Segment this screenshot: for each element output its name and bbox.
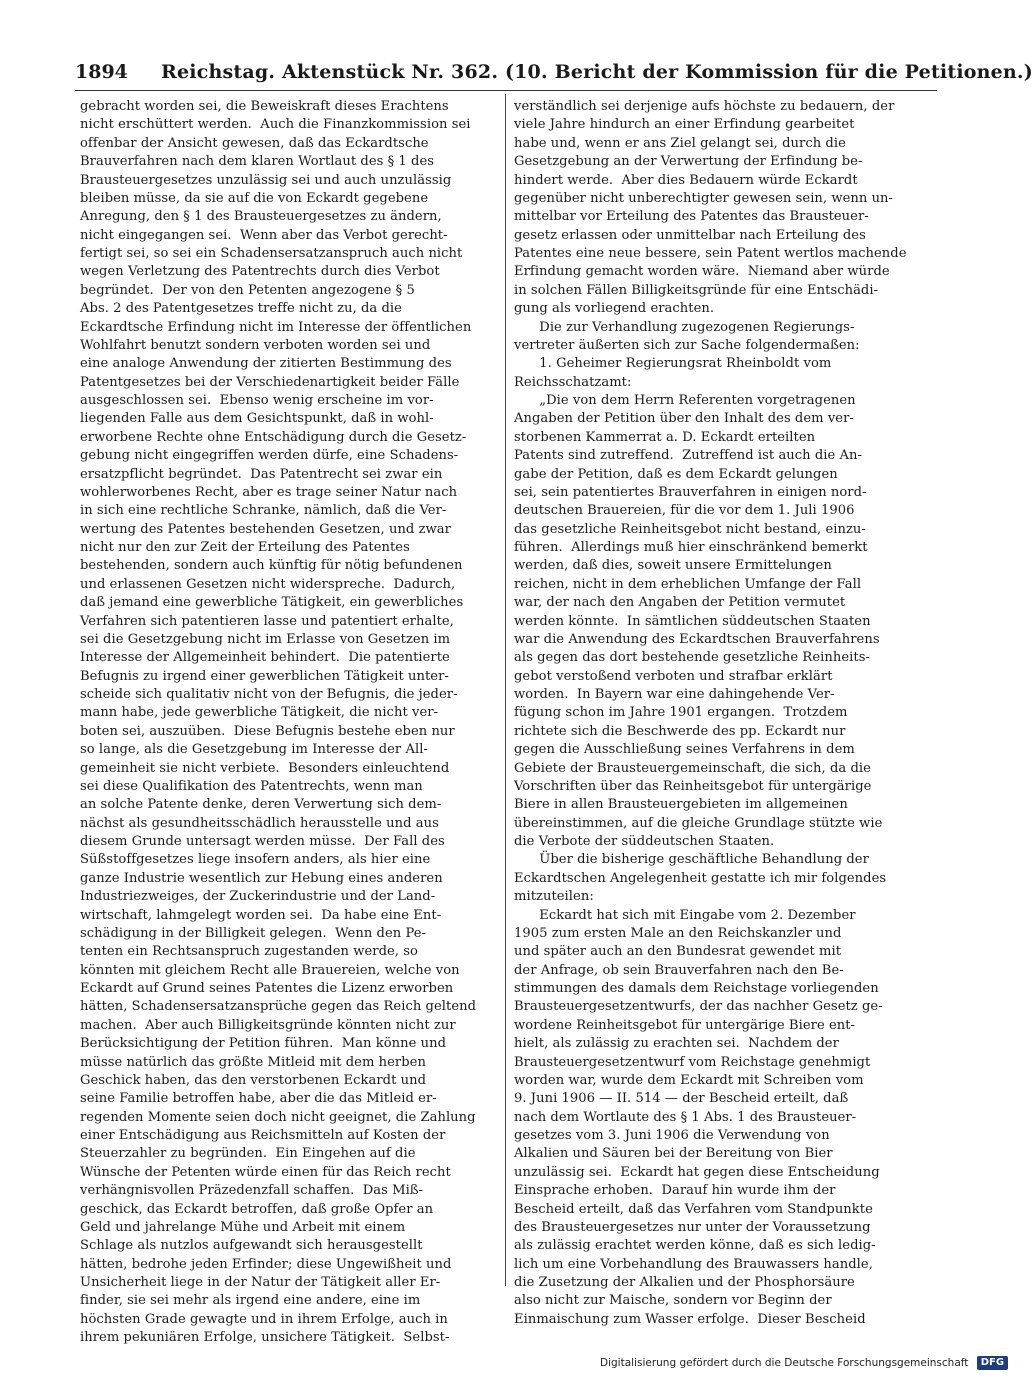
text-line: Die zur Verhandlung zugezogenen Regierungs- xyxy=(514,319,855,335)
text-line: Brausteuergesetzentwurf vom Reichstage genehmigt xyxy=(514,1054,871,1070)
text-line: ihrem pekuniären Erfolge, unsichere Tätigkeit. Selbst- xyxy=(80,1330,450,1346)
text-line: verhängnisvollen Präzedenzfall schaffen. Das Miß- xyxy=(80,1183,424,1199)
text-line: Steuerzahler zu begründen. Ein Eingehen auf die xyxy=(80,1146,416,1162)
text-line: Patents sind zutreffend. Zutreffend ist auch die An- xyxy=(514,448,863,464)
text-line: nicht erschüttert werden. Auch die Finanzkommission sei xyxy=(80,117,471,133)
text-line: Geschick haben, das den verstorbenen Eckardt und xyxy=(80,1072,427,1088)
text-line: Angaben der Petition über den Inhalt des dem ver- xyxy=(514,411,854,427)
text-line: tenten ein Rechtsanspruch zugestanden werde, so xyxy=(80,944,418,960)
text-line: einer Entschädigung aus Reichsmitteln auf Kosten der xyxy=(80,1128,446,1143)
text-line: Industriezweiges, der Zuckerindustrie und der Land- xyxy=(80,889,436,905)
text-line: könnten mit gleichem Recht alle Brauereien, welche von xyxy=(80,962,460,978)
text-line: sei diese Qualifikation des Patentrechts, wenn man xyxy=(80,778,423,794)
text-line: Interesse der Allgemeinheit behindert. Die patentierte xyxy=(80,650,450,666)
text-line: Berücksichtigung der Petition führen. Man könne und xyxy=(80,1036,447,1052)
text-line: Süßstoffgesetzes liege insofern anders, als hier eine xyxy=(80,852,431,868)
text-line: geschick, das Eckardt betroffen, daß große Opfer an xyxy=(80,1201,434,1217)
text-line: Eckardtschen Angelegenheit gestatte ich mir folgendes xyxy=(514,870,887,886)
text-line: werden, daß dies, soweit unsere Ermittelungen xyxy=(514,558,832,574)
text-line: Eckardt hat sich mit Eingabe vom 2. Dezember xyxy=(514,907,856,923)
text-line: stimmungen des damals dem Reichstage vorliegenden xyxy=(514,981,879,996)
text-line: gemeinheit sie nicht verbiete. Besonders einleuchtend xyxy=(80,760,450,776)
running-title: Reichstag. Aktenstück Nr. 362. (10. Bericht der Kommission für die Petitionen.) xyxy=(161,61,1033,83)
text-line: Befugnis zu irgend einer gewerblichen Tätigkeit unter- xyxy=(80,668,449,684)
text-line: gebracht worden sei, die Beweiskraft dieses Erachtens xyxy=(80,99,449,114)
footer xyxy=(600,1356,1008,1370)
text-line: gabe der Petition, daß es dem Eckardt gelungen xyxy=(514,466,838,482)
text-line: gegen die Ausschließung seines Verfahrens in dem xyxy=(514,742,855,758)
text-line: Über die bisherige geschäftliche Behandlung der xyxy=(514,852,869,868)
text-line: daß jemand eine gewerbliche Tätigkeit, ein gewerbliches xyxy=(80,595,464,611)
text-line: werden könnte. In sämtlichen süddeutschen Staaten xyxy=(514,613,871,629)
text-line: höchsten Grade gewagte und in ihrem Erfolge, auch in xyxy=(80,1311,448,1327)
text-line: wegen Verletzung des Patentrechts durch dies Verbot xyxy=(80,264,440,280)
text-line: Patentgesetzes bei der Verschiedenartigkeit beider Fälle xyxy=(80,374,460,390)
text-line: in solchen Fällen Billigkeitsgründe für eine Entschädi- xyxy=(514,282,879,298)
text-line: wordene Reinheitsgebot für untergärige Biere ent- xyxy=(514,1017,856,1033)
text-line: Reichsschatzamt: xyxy=(514,374,632,390)
text-line: hätten, Schadensersatzansprüche gegen das Reich geltend xyxy=(80,999,477,1015)
footer-credit: Digitalisierung gefördert durch die Deutsche Forschungsgemeinschaft xyxy=(600,1357,969,1369)
text-line: Schlage als nutzlos aufgewandt sich herausgestellt xyxy=(80,1238,423,1254)
text-line: die Verbote der süddeutschen Staaten. xyxy=(514,834,775,849)
text-line: wirtschaft, lahmgelegt worden sei. Da habe eine Ent- xyxy=(80,907,442,923)
text-line: fügung schon im Jahre 1901 ergangen. Trotzdem xyxy=(514,705,848,721)
text-line: habe und, wenn er ans Ziel gelangt sei, durch die xyxy=(514,135,846,151)
text-line: Gesetzgebung an der Verwertung der Erfindung be- xyxy=(514,154,863,170)
text-line: viele Jahre hindurch an einer Erfindung gearbeitet xyxy=(514,117,855,133)
text-line: hindert werde. Aber dies Bedauern würde Eckardt xyxy=(514,172,858,188)
text-line: war, der nach den Angaben der Petition vermutet xyxy=(514,595,846,611)
text-line: erworbene Rechte ohne Entschädigung durch die Gesetz- xyxy=(80,429,467,445)
text-line: übereinstimmen, auf die gleiche Grundlage stützte wie xyxy=(514,815,883,831)
text-line: sei die Gesetzgebung nicht im Erlasse von Gesetzen im xyxy=(80,631,451,647)
text-line: der Anfrage, ob sein Brauverfahren nach den Be- xyxy=(514,962,844,978)
text-line: Anregung, den § 1 des Brausteuergesetzes zu ändern, xyxy=(80,209,442,225)
text-line: Eckardtsche Erfindung nicht im Interesse der öffentlichen xyxy=(80,319,472,335)
text-line: 9. Juni 1906 — II. 514 — der Bescheid erteilt, daß xyxy=(514,1091,849,1107)
text-line: scheide sich qualitativ nicht von der Befugnis, die jeder- xyxy=(80,687,458,702)
text-line: hätten, bedrohe jeden Erfinder; diese Ungewißheit und xyxy=(80,1256,452,1272)
text-line: bestehenden, sondern auch künftig für nötig befundenen xyxy=(80,558,463,574)
text-line: Bescheid erteilt, daß das Verfahren vom Standpunkte xyxy=(514,1201,873,1217)
text-line: begründet. Der von den Petenten angezogene § 5 xyxy=(80,282,415,298)
text-line: gesetzes vom 3. Juni 1906 die Verwendung von xyxy=(514,1128,830,1143)
text-line: gegenüber nicht unberechtigter gewesen sein, wenn un- xyxy=(514,190,894,206)
text-line: Einmaischung zum Wasser erfolge. Dieser Bescheid xyxy=(514,1311,866,1327)
text-line: nach dem Wortlaute des § 1 Abs. 1 des Brausteuer- xyxy=(514,1109,857,1125)
text-line: also nicht zur Maische, sondern vor Beginn der xyxy=(514,1293,832,1309)
text-line: wertung des Patentes bestehenden Gesetzen, und zwar xyxy=(80,521,451,537)
text-line: Wünsche der Petenten würde einen für das Reich recht xyxy=(80,1164,451,1180)
text-line: gesetz erlassen oder unmittelbar nach Erteilung des xyxy=(514,227,866,243)
text-line: finder, sie sei mehr als irgend eine andere, eine im xyxy=(80,1293,421,1309)
right-column xyxy=(514,98,932,1329)
text-line: vertreter äußerten sich zur Sache folgendermaßen: xyxy=(514,337,860,353)
text-line: lich um eine Vorbehandlung des Brauwassers handle, xyxy=(514,1256,873,1272)
page-header xyxy=(75,58,1033,86)
text-line: reichen, nicht in dem erheblichen Umfange der Fall xyxy=(514,576,862,592)
text-line: ausgeschlossen sei. Ebenso wenig erscheine im vor- xyxy=(80,393,434,408)
text-line: nächst als gesundheitsschädlich herausstelle und aus xyxy=(80,815,439,831)
text-line: das gesetzliche Reinheitsgebot nicht bestand, einzu- xyxy=(514,521,866,537)
text-line: gebung nicht eingegriffen werden dürfe, eine Schadens- xyxy=(80,448,459,464)
text-line: 1905 zum ersten Male an den Reichskanzler und xyxy=(514,925,842,941)
text-line: Abs. 2 des Patentgesetzes treffe nicht zu, da die xyxy=(80,301,402,317)
text-line: Vorschriften über das Reinheitsgebot für untergärige xyxy=(514,778,872,794)
text-line: Eckardt auf Grund seines Patentes die Lizenz erworben xyxy=(80,981,454,996)
text-line: und später auch an den Bundesrat gewendet mit xyxy=(514,944,842,960)
text-line: eine analoge Anwendung der zitierten Bestimmung des xyxy=(80,356,452,372)
text-line: Verfahren sich patentieren lasse und patentiert erhalte, xyxy=(80,613,454,629)
text-line: worden. In Bayern war eine dahingehende Ver- xyxy=(514,687,835,702)
text-line: Brausteuergesetzentwurfs, der das nachher Gesetz ge- xyxy=(514,999,883,1015)
text-line: bleiben müsse, da sie auf die von Eckardt gegebene xyxy=(80,190,429,206)
text-line: schädigung in der Billigkeit gelegen. Wenn den Pe- xyxy=(80,925,426,941)
text-line: machen. Aber auch Billigkeitsgründe könnten nicht zur xyxy=(80,1017,456,1033)
text-line: mann habe, jede gewerbliche Tätigkeit, die nicht ver- xyxy=(80,705,439,721)
text-line: regenden Momente seien doch nicht geeignet, die Zahlung xyxy=(80,1109,476,1125)
header-rule xyxy=(75,90,937,91)
text-line: Geld und jahrelange Mühe und Arbeit mit einem xyxy=(80,1219,406,1235)
text-line: seine Familie betroffen habe, aber die das Mitleid er- xyxy=(80,1091,437,1107)
text-line: als zulässig erachtet werden könne, daß es sich ledig- xyxy=(514,1238,876,1254)
text-line: offenbar der Ansicht gewesen, daß das Eckardtsche xyxy=(80,135,429,151)
text-line: verständlich sei derjenige aufs höchste zu bedauern, der xyxy=(514,99,895,114)
dfg-logo: DFG xyxy=(977,1356,1008,1370)
text-line: mitzuteilen: xyxy=(514,889,594,905)
text-line: Unsicherheit liege in der Natur der Tätigkeit aller Er- xyxy=(80,1275,441,1290)
text-line: Brauverfahren nach dem klaren Wortlaut des § 1 des xyxy=(80,154,435,170)
text-line: Brausteuergesetzes unzulässig sei und auch unzulässig xyxy=(80,172,452,188)
text-line: in sich eine rechtliche Schranke, nämlich, daß die Ver- xyxy=(80,503,447,519)
text-line: die Zusetzung der Alkalien und der Phosphorsäure xyxy=(514,1275,855,1290)
text-line: deutschen Brauereien, für die vor dem 1. Juli 1906 xyxy=(514,503,855,519)
text-line: richtete sich die Beschwerde des pp. Eckardt nur xyxy=(514,723,846,739)
text-line: gung als vorliegend erachten. xyxy=(514,301,715,317)
text-line: mittelbar vor Erteilung des Patentes das Brausteuer- xyxy=(514,209,869,225)
text-line: müsse natürlich das größte Mitleid mit dem herben xyxy=(80,1054,426,1070)
text-line: sei, sein patentiertes Brauverfahren in einigen nord- xyxy=(514,484,867,500)
text-line: fertigt sei, so sei ein Schadensersatzanspruch auch nicht xyxy=(80,246,463,261)
text-line: führen. Allerdings muß hier einschränkend bemerkt xyxy=(514,540,868,555)
text-line: worden war, wurde dem Eckardt mit Schreiben vom xyxy=(514,1072,864,1088)
text-line: des Brausteuergesetzes nur unter der Voraussetzung xyxy=(514,1219,871,1235)
text-line: Wohlfahrt benutzt sondern verboten worden sei und xyxy=(80,337,431,353)
text-line: Alkalien und Säuren bei der Bereitung von Bier xyxy=(514,1146,833,1162)
text-line: war die Anwendung des Eckardtschen Brauverfahrens xyxy=(514,631,880,647)
text-line: liegenden Falle aus dem Gesichtspunkt, daß in wohl- xyxy=(80,411,434,427)
page-number: 1894 xyxy=(75,61,128,83)
text-line: 1. Geheimer Regierungsrat Rheinboldt vom xyxy=(514,356,832,372)
text-line: Einsprache erhoben. Darauf hin wurde ihm der xyxy=(514,1183,836,1199)
text-line: wohlerworbenes Recht, aber es trage seiner Natur nach xyxy=(80,484,458,500)
text-line: Biere in allen Brausteuergebieten im allgemeinen xyxy=(514,797,848,813)
text-line: und erlassenen Gesetzen nicht widerspreche. Dadurch, xyxy=(80,576,456,592)
text-line: hielt, als zulässig zu erachten sei. Nachdem der xyxy=(514,1036,839,1052)
text-line: als gegen das dort bestehende gesetzliche Reinheits- xyxy=(514,650,870,666)
text-line: storbenen Kammerrat a. D. Eckardt erteilten xyxy=(514,429,816,445)
text-line: so lange, als die Gesetzgebung im Interesse der All- xyxy=(80,742,428,758)
text-line: an solche Patente denke, deren Verwertung sich dem- xyxy=(80,797,442,813)
text-line: boten sei, auszuüben. Diese Befugnis bestehe eben nur xyxy=(80,723,455,739)
text-line: „Die von dem Herrn Referenten vorgetragenen xyxy=(514,393,856,408)
text-line: ersatzpflicht begründet. Das Patentrecht sei zwar ein xyxy=(80,466,443,482)
text-line: Patentes eine neue bessere, sein Patent wertlos machende xyxy=(514,246,907,261)
text-line: nicht nur den zur Zeit der Erteilung des Patentes xyxy=(80,540,410,555)
text-line: unzulässig sei. Eckardt hat gegen diese Entscheidung xyxy=(514,1164,880,1180)
text-line: Erfindung gemacht worden wäre. Niemand aber würde xyxy=(514,264,890,280)
text-line: Gebiete der Brausteuergemeinschaft, die sich, da die xyxy=(514,760,871,776)
text-line: gebot verstoßend verboten und strafbar erklärt xyxy=(514,668,833,684)
text-line: diesem Grunde untersagt werden müsse. Der Fall des xyxy=(80,834,445,849)
text-line: ganze Industrie wesentlich zur Hebung eines anderen xyxy=(80,870,443,886)
text-line: nicht eingegangen sei. Wenn aber das Verbot gerecht- xyxy=(80,227,448,243)
column-divider xyxy=(505,94,506,1286)
left-column xyxy=(80,98,498,1348)
